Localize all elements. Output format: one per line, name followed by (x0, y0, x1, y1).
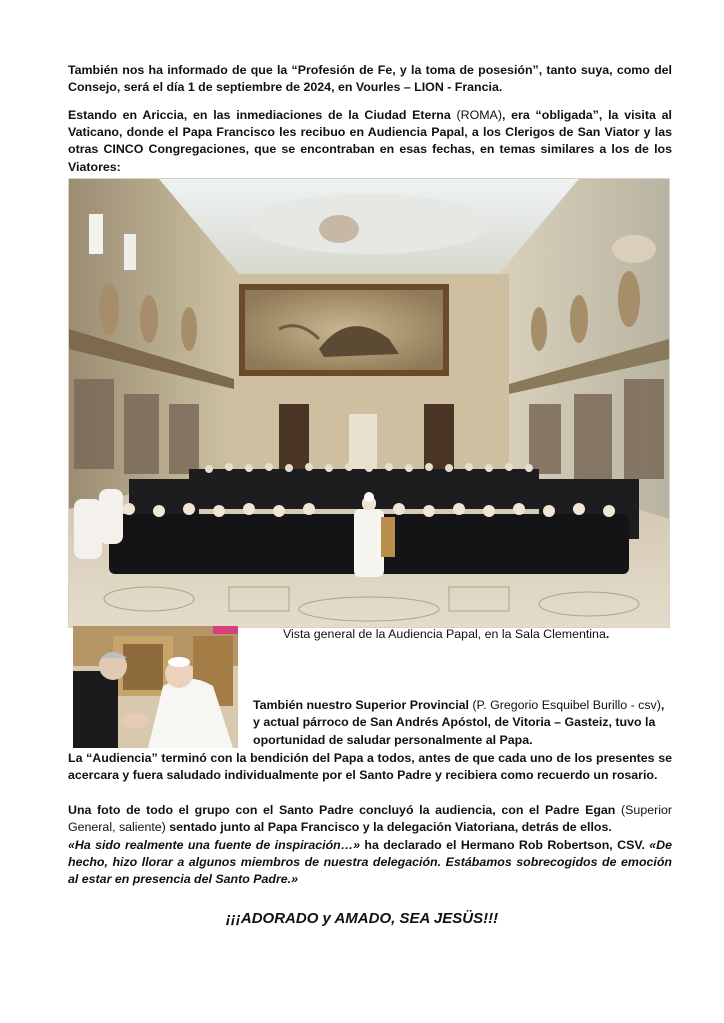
paragraph-cita-robertson (68, 837, 672, 889)
audience-hall-photo (68, 178, 670, 628)
quote-text-a: «Ha sido realmente una fuente de inspiración…» (68, 838, 361, 852)
paragraph-text-superior-general: (Superior General, saliente) (68, 803, 672, 835)
paragraph-text-c: sentado junto al Papa Francisco y la delegación Viatoriana, detrás de ellos. (165, 820, 612, 835)
photo-caption (283, 626, 609, 643)
quote-attribution: ha declarado el Hermano Rob Robertson, CSV. (360, 838, 650, 852)
paragraph-profesion-de-fe (68, 62, 672, 96)
paragraph-visita-vaticano (68, 107, 672, 176)
paragraph-text: También nos ha informado de que la “Profesión de Fe, y la toma de posesión”, tanto suya, como del Consejo, será el día 1 de septiembre de 2024, en Vourles – LION - Francia. (68, 63, 672, 95)
paragraph-superior-provincial (253, 697, 673, 749)
paragraph-text-a: Estando en Ariccia, en las inmediaciones de la Ciudad Eterna (68, 108, 457, 122)
quote-text-c: «De hecho, hizo llorar a algunos miembros de nuestra delegación. Estábamos sobrecogidos de emoción al estar en presencia del Santo Padre.» (68, 838, 673, 887)
paragraph-text: La “Audiencia” terminó con la bendición del Papa a todos, antes de que cada uno de los presentes se acercara y fuera saludado individualmente por el Santo Padre y recibiera como recuerdo un rosario. (68, 751, 672, 783)
photo-caption-dot: . (605, 627, 610, 641)
photo-caption-text: Vista general de la Audiencia Papal, en la Sala Clementina (283, 627, 606, 641)
closing-exclamation (0, 910, 724, 927)
paragraph-fin-audiencia (68, 750, 672, 784)
paragraph-text-a: Una foto de todo el grupo con el Santo Padre concluyó la audiencia, con el Padre Egan (68, 803, 622, 817)
provincial-greeting-photo (73, 626, 238, 748)
paragraph-text-a: También nuestro Superior Provincial (253, 698, 473, 712)
paragraph-text-c: , y actual párroco de San Andrés Apóstol, de Vitoria – Gasteiz, tuvo la oportunidad de saludar personalmente al Papa. (253, 698, 665, 747)
paragraph-text-roma: (ROMA) (456, 108, 502, 122)
paragraph-text-provincial-name: (P. Gregorio Esquibel Burillo - csv) (472, 698, 661, 712)
closing-text: ¡¡¡ADORADO y AMADO, SEA JESÜS!!! (225, 910, 499, 927)
paragraph-foto-grupo (68, 802, 672, 836)
paragraph-text-c: , era “obligada”, la visita al Vaticano, donde el Papa Francisco les recibuo en Audiencia Papal, a los Clerigos de San Viator y las otras CINCO Congregaciones, que se encontraban en esas fechas, en temas similares a los de los Viatores: (68, 108, 673, 174)
